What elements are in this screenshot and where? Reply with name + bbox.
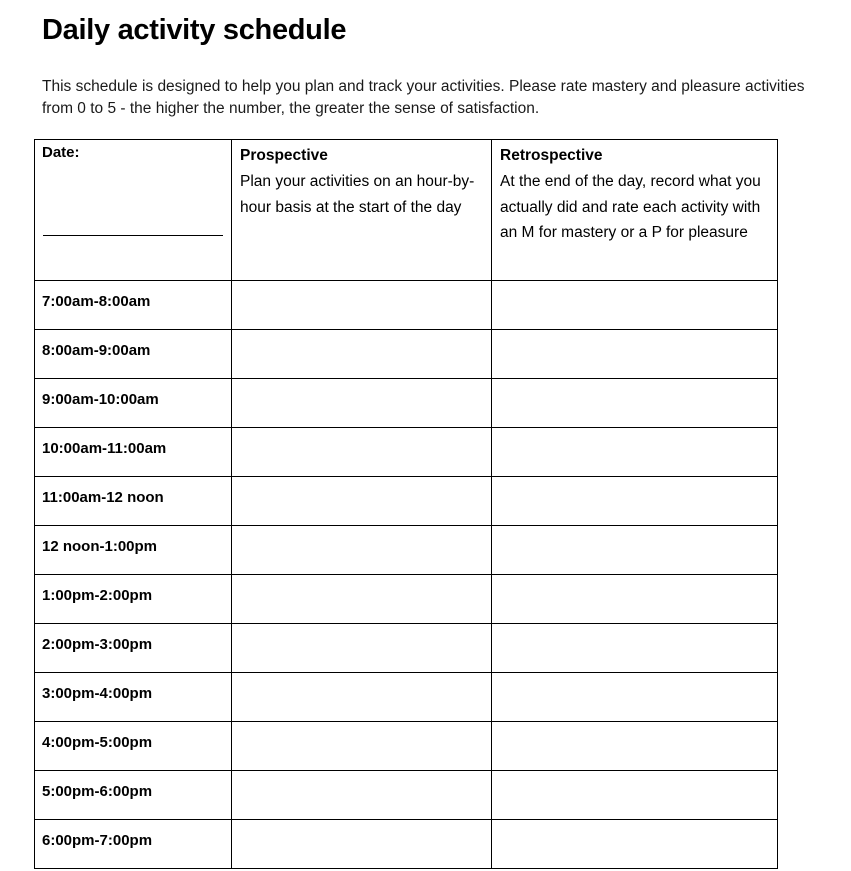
prospective-entry-cell[interactable]: [232, 575, 492, 624]
prospective-entry-cell[interactable]: [232, 281, 492, 330]
time-slot-row: [35, 281, 778, 330]
prospective-entry-cell[interactable]: [232, 477, 492, 526]
time-slot-row: [35, 820, 778, 869]
prospective-entry-cell[interactable]: [232, 379, 492, 428]
retrospective-entry-cell[interactable]: [492, 281, 778, 330]
prospective-entry-cell[interactable]: [232, 722, 492, 771]
time-slot-label: 6:00pm-7:00pm: [42, 832, 153, 849]
time-slot-label: 12 noon-1:00pm: [42, 538, 158, 555]
time-slot-cell: [35, 477, 232, 526]
date-label: Date:: [42, 144, 80, 161]
prospective-header: [232, 140, 492, 281]
prospective-entry-cell[interactable]: [232, 771, 492, 820]
time-slot-cell: [35, 575, 232, 624]
time-slot-row: [35, 330, 778, 379]
time-slot-label: 7:00am-8:00am: [42, 293, 151, 310]
time-slot-row: [35, 526, 778, 575]
time-slot-row: [35, 575, 778, 624]
time-slot-row: [35, 428, 778, 477]
prospective-entry-cell[interactable]: [232, 526, 492, 575]
time-slot-row: [35, 624, 778, 673]
time-slot-label: 5:00pm-6:00pm: [42, 783, 153, 800]
prospective-description: Plan your activities on an hour-by-hour basis at the start of the day: [240, 172, 475, 216]
prospective-entry-cell[interactable]: [232, 673, 492, 722]
date-entry-line[interactable]: [43, 235, 223, 236]
prospective-title: Prospective: [240, 147, 328, 164]
retrospective-entry-cell[interactable]: [492, 673, 778, 722]
time-slot-row: [35, 722, 778, 771]
time-slot-label: 3:00pm-4:00pm: [42, 685, 153, 702]
retrospective-entry-cell[interactable]: [492, 330, 778, 379]
prospective-entry-cell[interactable]: [232, 624, 492, 673]
time-slot-label: 1:00pm-2:00pm: [42, 587, 153, 604]
time-slot-cell: [35, 820, 232, 869]
time-slot-label: 9:00am-10:00am: [42, 391, 159, 408]
time-slot-label: 10:00am-11:00am: [42, 440, 167, 457]
time-slot-cell: [35, 722, 232, 771]
retrospective-entry-cell[interactable]: [492, 526, 778, 575]
time-slot-label: 8:00am-9:00am: [42, 342, 151, 359]
prospective-entry-cell[interactable]: [232, 820, 492, 869]
time-slot-cell: [35, 428, 232, 477]
time-slot-label: 11:00am-12 noon: [42, 489, 164, 506]
schedule-table: [34, 139, 778, 869]
time-slot-label: 2:00pm-3:00pm: [42, 636, 153, 653]
retrospective-entry-cell[interactable]: [492, 428, 778, 477]
time-slot-cell: [35, 673, 232, 722]
retrospective-title: Retrospective: [500, 147, 603, 164]
retrospective-description: At the end of the day, record what you actually did and rate each activity with an M for mastery or a P for pleasure: [500, 172, 761, 242]
date-cell: [35, 140, 232, 281]
retrospective-entry-cell[interactable]: [492, 820, 778, 869]
time-slot-cell: [35, 624, 232, 673]
time-slot-row: [35, 477, 778, 526]
time-slot-row: [35, 771, 778, 820]
prospective-entry-cell[interactable]: [232, 330, 492, 379]
retrospective-entry-cell[interactable]: [492, 624, 778, 673]
time-slot-row: [35, 673, 778, 722]
intro-paragraph: This schedule is designed to help you plan and track your activities. Please rate mastery and pleasure activities from 0 to 5 - the higher the number, the greater the sense of satisfaction.: [42, 78, 805, 117]
retrospective-entry-cell[interactable]: [492, 477, 778, 526]
page-title: Daily activity schedule: [42, 14, 347, 46]
time-slot-cell: [35, 771, 232, 820]
time-slot-cell: [35, 526, 232, 575]
header-row: [35, 140, 778, 281]
time-slot-cell: [35, 281, 232, 330]
prospective-entry-cell[interactable]: [232, 428, 492, 477]
retrospective-entry-cell[interactable]: [492, 575, 778, 624]
retrospective-entry-cell[interactable]: [492, 771, 778, 820]
retrospective-entry-cell[interactable]: [492, 722, 778, 771]
retrospective-header: [492, 140, 778, 281]
retrospective-entry-cell[interactable]: [492, 379, 778, 428]
time-slot-cell: [35, 330, 232, 379]
time-slot-label: 4:00pm-5:00pm: [42, 734, 153, 751]
time-slot-cell: [35, 379, 232, 428]
time-slot-row: [35, 379, 778, 428]
